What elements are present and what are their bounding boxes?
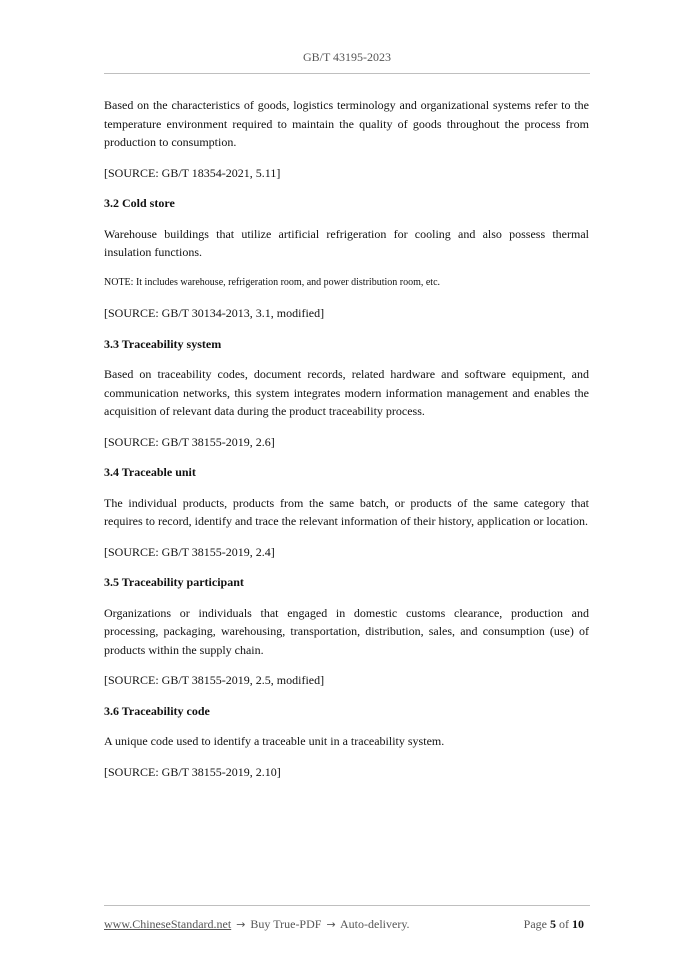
section-heading-3-6: 3.6 Traceability code <box>104 703 210 718</box>
page-of: of <box>559 917 569 931</box>
source-3-2: [SOURCE: GB/T 30134-2013, 3.1, modified] <box>104 306 325 320</box>
arrow-right-icon: → <box>236 918 246 931</box>
footer-divider <box>104 905 590 906</box>
footer-promo <box>104 917 410 932</box>
arrow-right-icon: → <box>326 918 336 931</box>
section-heading-3-3: 3.3 Traceability system <box>104 336 222 351</box>
buy-text: Buy True-PDF <box>250 917 322 931</box>
source-3-5: [SOURCE: GB/T 38155-2019, 2.5, modified] <box>104 673 325 687</box>
definition-3-3: Based on traceability codes, document records, related hardware and software equipment, and communication networks, this system integrates modern information management and enables the acquisition of relevant data during the product traceability process. <box>104 367 589 418</box>
delivery-text: Auto-delivery. <box>340 917 410 931</box>
section-heading-3-4: 3.4 Traceable unit <box>104 465 196 479</box>
source-3-4: [SOURCE: GB/T 38155-2019, 2.4] <box>104 544 275 559</box>
intro-paragraph: Based on the characteristics of goods, logistics terminology and organizational systems refer to the temperature environment required to maintain the quality of goods throughout the process from production to consumption. <box>104 98 589 149</box>
page-word: Page <box>523 917 547 931</box>
page-current: 5 <box>550 917 556 931</box>
page-header: GB/T 43195-2023 <box>302 50 392 64</box>
page-number <box>524 917 584 932</box>
section-heading-3-5: 3.5 Traceability participant <box>104 575 244 589</box>
definition-3-2: Warehouse buildings that utilize artificial refrigeration for cooling and also possess thermal insulation functions. <box>104 226 589 259</box>
document-body <box>104 96 589 793</box>
source-3-3: [SOURCE: GB/T 38155-2019, 2.6] <box>104 434 275 449</box>
section-heading-3-2: 3.2 Cold store <box>104 196 175 210</box>
header-divider <box>104 73 590 74</box>
site-link[interactable]: www.ChineseStandard.net <box>104 917 232 931</box>
note-3-2: NOTE: It includes warehouse, refrigeration room, and power distribution room, etc. <box>104 276 441 288</box>
definition-3-4: The individual products, products from the same batch, or products of the same category that requires to record, identify and trace the relevant information of their history, application or location. <box>104 495 589 528</box>
intro-source: [SOURCE: GB/T 18354-2021, 5.11] <box>104 165 281 180</box>
definition-3-5: Organizations or individuals that engaged in domestic customs clearance, production and processing, packaging, warehousing, transportation, distribution, sales, and consumption (use) of products within the supply chain. <box>104 605 589 657</box>
page-total: 10 <box>572 917 584 931</box>
definition-3-6: A unique code used to identify a traceable unit in a traceability system. <box>104 734 445 748</box>
source-3-6: [SOURCE: GB/T 38155-2019, 2.10] <box>104 764 281 779</box>
